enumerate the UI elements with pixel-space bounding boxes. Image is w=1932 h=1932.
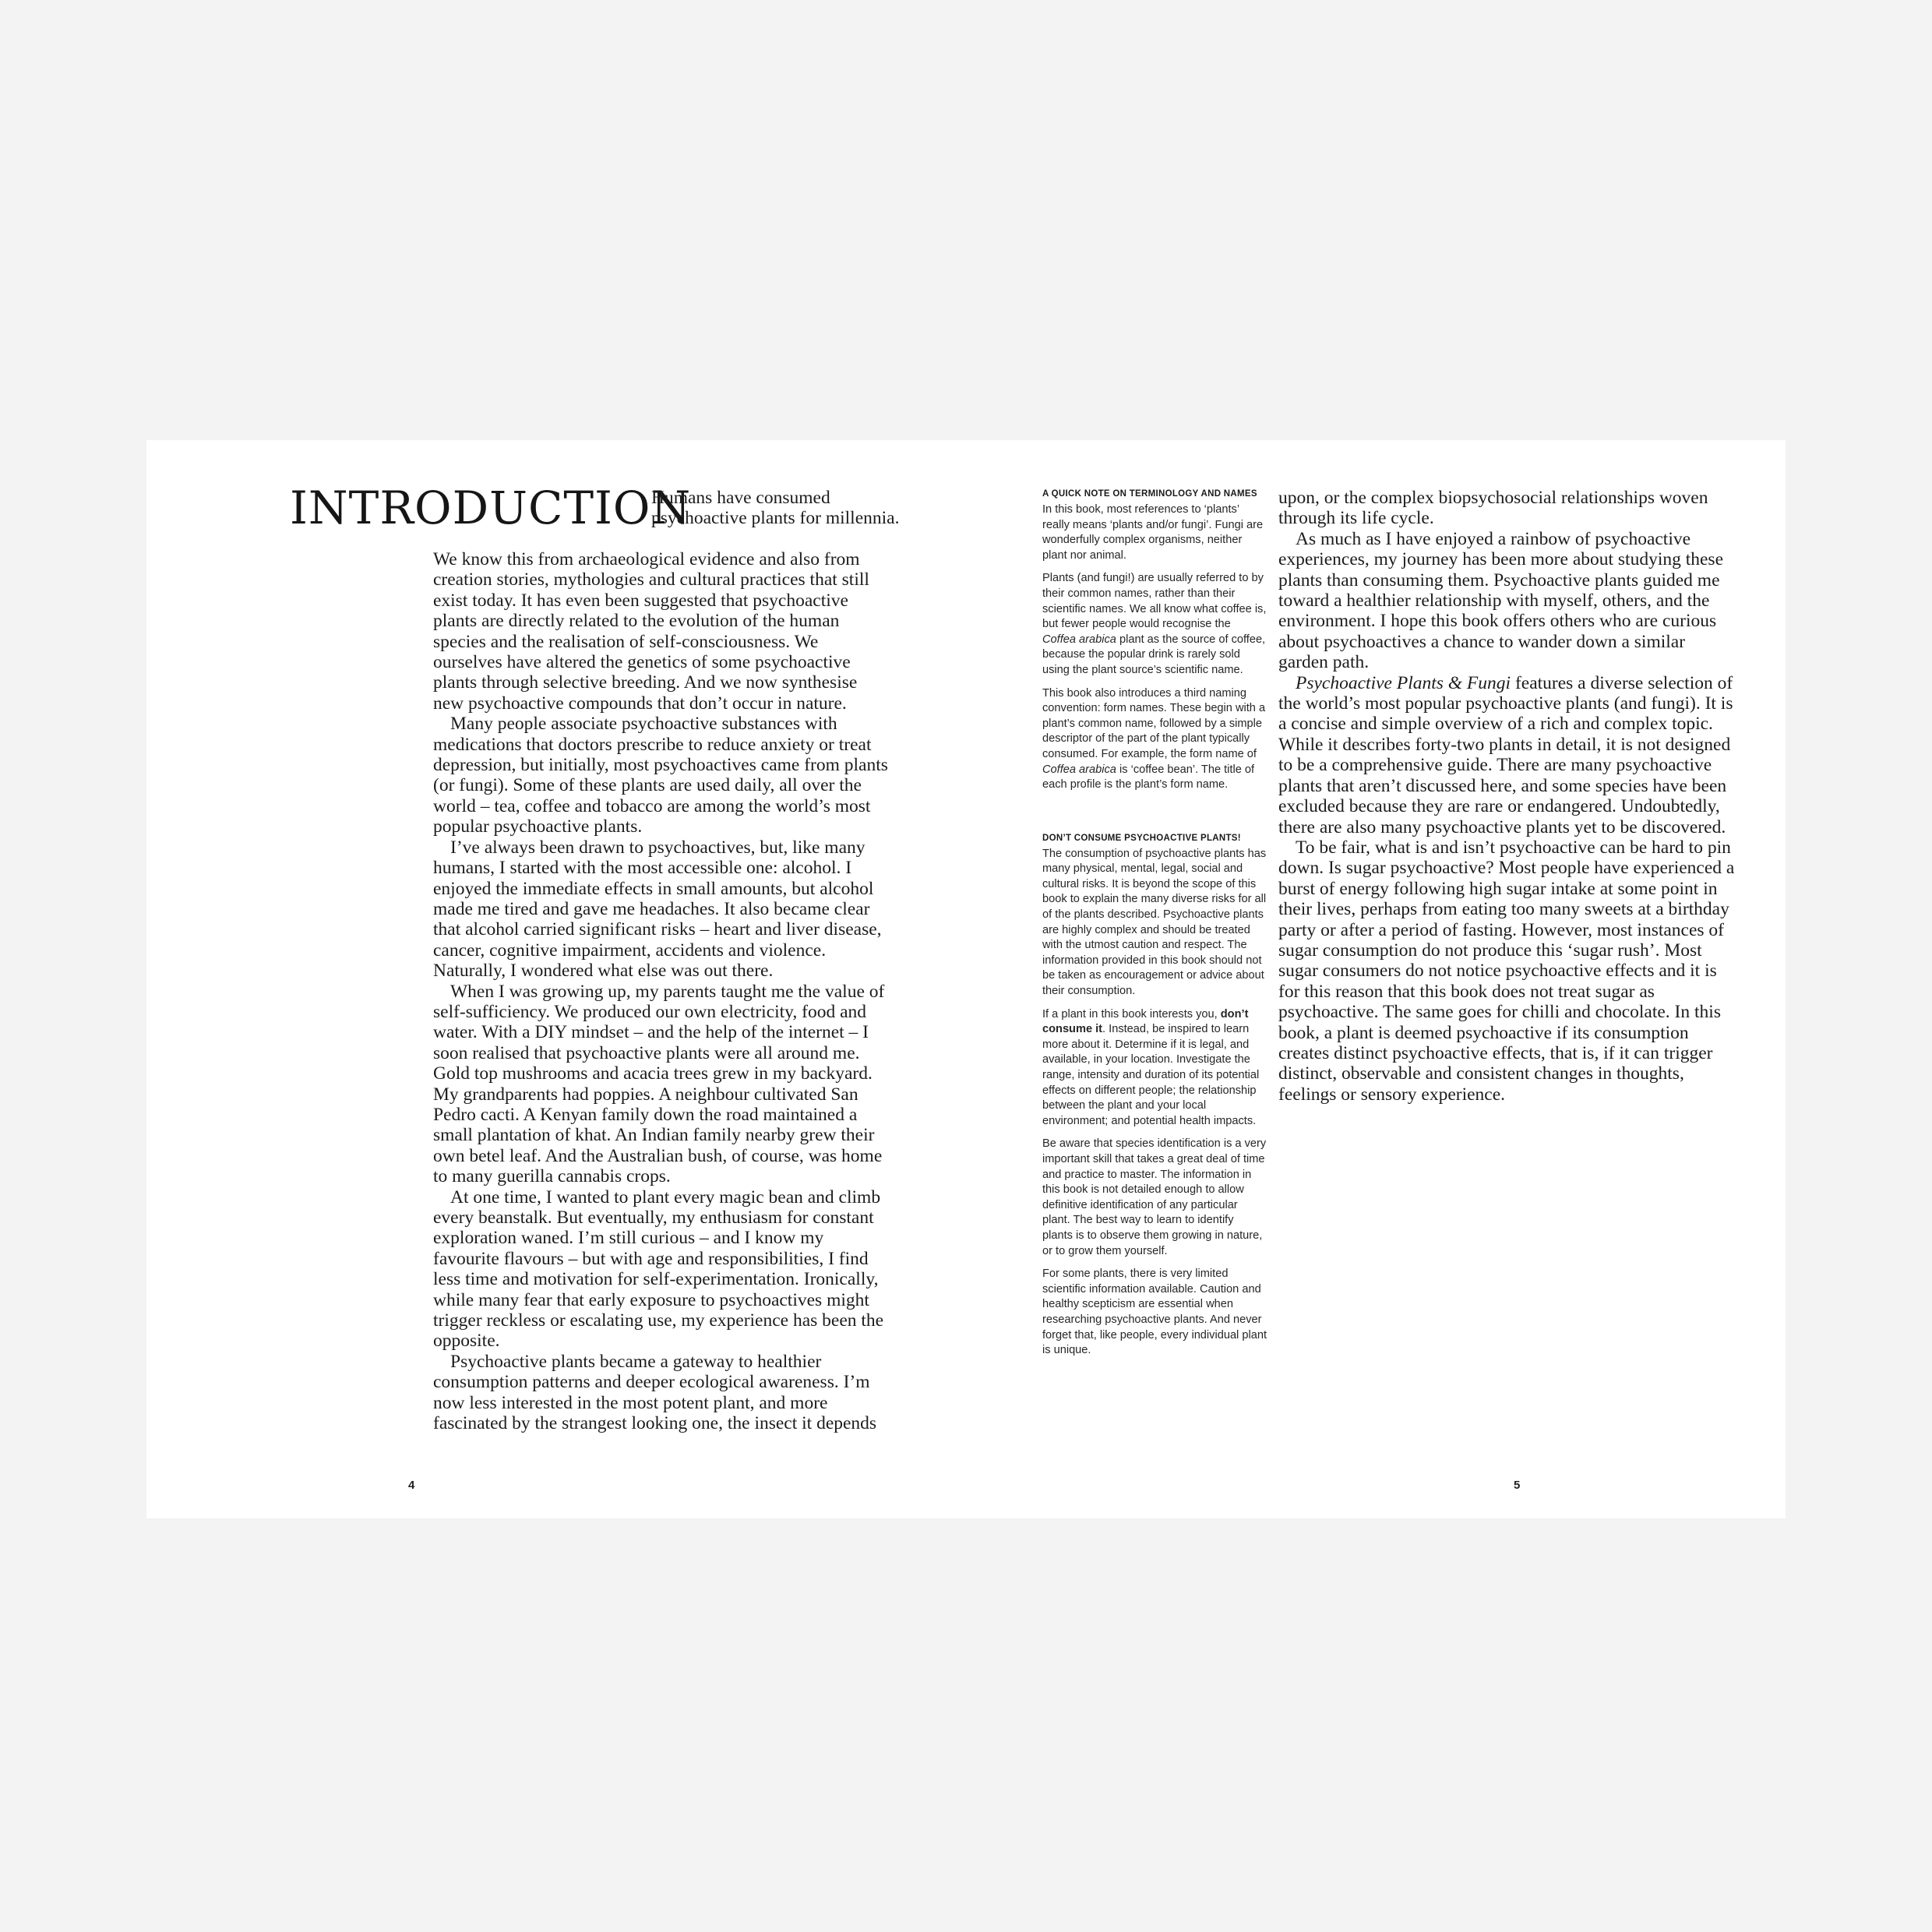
intro-lead-paragraph: Humans have consumed psychoactive plants for millennia. [651,488,900,529]
warning-heading: DON’T CONSUME PSYCHOACTIVE PLANTS! [1042,833,1241,843]
sidebar-paragraph: In this book, most references to ‘plants’ really means ‘plants and/or fungi’. Fungi are wonderfully complex organisms, neither plant nor animal. [1042,503,1264,562]
bold-span: don’t consume it [1042,1007,1249,1036]
text-span: features a diverse selection of the world’s most popular psychoactive plants (and fungi). It is a concise and simple overview of a rich and complex topic. While it describes forty-two plants in detail, it is not designed to be a comprehensive guide. There are many psychoactive plants that aren’t discussed here, and some species have been excluded because they are rare or endangered. Undoubtedly, there are also many psychoactive plants yet to be discovered. [1278,672,1733,837]
text-span: . Instead, be inspired to learn more about it. Determine if it is legal, and available, in your location. Investigate the range, intensity and duration of its potential effects on different people; the relationship between the plant and your local environment; and potential health impacts. [1042,1023,1260,1127]
left-page-body [433,549,889,1433]
sidebar-paragraph: For some plants, there is very limited scientific information available. Caution and healthy scepticism are essential when researching psychoactive plants. And never forget that, like people, every individual plant is unique. [1042,1267,1267,1357]
italic-span: Coffea arabica [1042,633,1116,646]
sidebar-paragraph: The consumption of psychoactive plants has many physical, mental, legal, social and cultural risks. It is beyond the scope of this book to explain the many diverse risks for all of the plants described. Psychoactive plants are highly complex and should be treated with the utmost caution and respect. The information provided in this book should not be taken as encouragement or advice about their consumption. [1042,847,1267,998]
body-paragraph: When I was growing up, my parents taught me the value of self-sufficiency. We produced our own electricity, food and water. With a DIY mindset – and the help of the internet – I soon realised that psychoactive plants were all around me. Gold top mushrooms and acacia trees grew in my backyard. My grandparents had poppies. A neighbour cultivated San Pedro cacti. A Kenyan family down the road maintained a small plantation of khat. An Indian family nearby grew their own betel leaf. And the Australian bush, of course, was home to many guerilla cannabis crops. [433,981,885,1187]
sidebar-paragraph [1042,571,1267,678]
body-paragraph: upon, or the complex biopsychosocial relationships woven through its life cycle. [1278,488,1708,529]
chapter-title: INTRODUCTION [290,481,692,534]
page-number-left: 4 [408,1479,415,1492]
body-paragraph [1278,673,1738,837]
text-span: is ‘coffee bean’. The title of each profile is the plant’s form name. [1042,763,1255,791]
book-title-italic: Psychoactive Plants & Fungi [1296,672,1511,693]
italic-span: Coffea arabica [1042,763,1116,776]
right-page-body [1278,488,1738,1105]
sidebar-paragraph [1042,1007,1267,1130]
sidebar-notes [1042,489,1267,1366]
body-paragraph: Psychoactive plants became a gateway to healthier consumption patterns and deeper ecological awareness. I’m now less interested in the most potent plant, and more fascinated by the strangest looking one, the insect it depends [433,1351,877,1434]
text-span: Plants (and fungi!) are usually referred to by their common names, rather than their scientific names. We all know what coffee is, but fewer people would recognise the [1042,572,1267,631]
body-paragraph: I’ve always been drawn to psychoactives, but, like many humans, I started with the most accessible one: alcohol. I enjoyed the immediate effects in small amounts, but alcohol made me tired and gave me headaches. It also became clear that alcohol carried significant risks – heart and liver disease, cancer, cognitive impairment, accidents and violence. Naturally, I wondered what else was out there. [433,837,882,982]
text-span: If a plant in this book interests you, [1042,1007,1221,1021]
body-paragraph: Many people associate psychoactive substances with medications that doctors prescribe to reduce anxiety or treat depression, but initially, most psychoactives came from plants (or fungi). Some of these plants are used daily, all over the world – tea, coffee and tobacco are among the world’s most popular psychoactive plants. [433,714,888,837]
terminology-heading: A QUICK NOTE ON TERMINOLOGY AND NAMES [1042,489,1257,499]
intro-lead-text [651,488,904,529]
terminology-note [1042,489,1267,793]
warning-note [1042,834,1267,1359]
body-paragraph: At one time, I wanted to plant every magic bean and climb every beanstalk. But eventually, my enthusiasm for constant exploration waned. I’m still curious – and I know my favourite flavours – but with age and responsibilities, I find less time and motivation for self-experimentation. Ironically, while many fear that early exposure to psychoactives might trigger reckless or escalating use, my experience has been the opposite. [433,1186,884,1352]
text-span: This book also introduces a third naming convention: form names. These begin with a plant’s common name, followed by a simple descriptor of the part of the plant typically consumed. For example, the form name of [1042,686,1266,760]
body-paragraph: As much as I have enjoyed a rainbow of psychoactive experiences, my journey has been more about studying these plants than consuming them. Psychoactive plants guided me toward a healthier relationship with myself, others, and the environment. I hope this book offers others who are curious about psychoactives a chance to wander down a similar garden path. [1278,528,1724,673]
page-number-right: 5 [1514,1479,1521,1492]
text-span: plant as the source of coffee, because the popular drink is rarely sold using the plant source’s scientific name. [1042,633,1266,676]
body-paragraph: To be fair, what is and isn’t psychoactive can be hard to pin down. Is sugar psychoactive? Most people have experienced a burst of energy following high sugar intake at some point in their lives, perhaps from eating too many sweets at a birthday party or after a period of fasting. However, most instances of sugar consumption do not produce this ‘sugar rush’. Most sugar consumers do not notice psychoactive effects and it is for this reason that this book does not treat sugar as psychoactive. The same goes for chilli and chocolate. In this book, a plant is deemed psychoactive if its consumption creates distinct psychoactive effects, that is, if it can trigger distinct, observable and consistent changes in thoughts, feelings or sensory experience. [1278,837,1735,1105]
sidebar-paragraph [1042,686,1267,793]
sidebar-paragraph: Be aware that species identification is a very important skill that takes a great deal of time and practice to master. The information in this book is not detailed enough to allow definitive identification of any particular plant. The best way to learn to identify plants is to observe them growing in nature, or to grow them yourself. [1042,1137,1267,1257]
body-paragraph: We know this from archaeological evidence and also from creation stories, mythologies and cultural practices that still exist today. It has even been suggested that psychoactive plants are directly related to the evolution of the human species and the realisation of self-consciousness. We ourselves have altered the genetics of some psychoactive plants through selective breeding. And we now synthesise new psychoactive compounds that don’t occur in nature. [433,549,869,714]
